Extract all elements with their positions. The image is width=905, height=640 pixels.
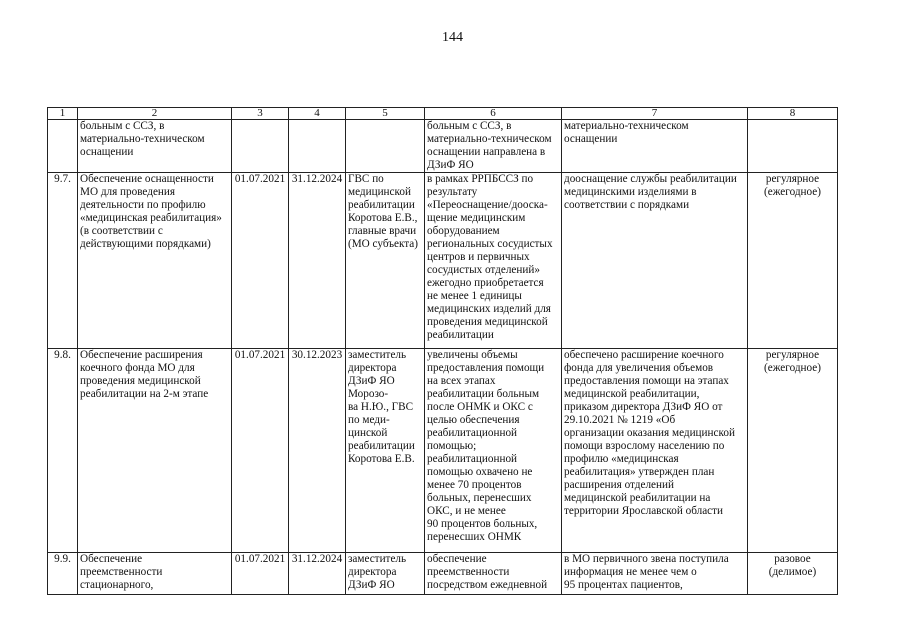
task-cell: Обеспечение преемственности стационарного, <box>78 553 232 595</box>
end-date-cell: 31.12.2024 <box>289 553 346 595</box>
responsible-cell: ГВС по медицинской реабилитации Коротова Е.В., главные врачи (МО субъекта) <box>346 173 425 349</box>
task-cell: Обеспечение оснащенности МО для проведения деятельности по профилю «медицинская реабилитация» (в соответствии с действующими порядками) <box>78 173 232 349</box>
end-date-cell: 30.12.2023 <box>289 349 346 553</box>
frequency-cell <box>748 120 838 173</box>
outcome-cell: обеспечено расширение коечного фонда для увеличения объемов предоставления помощи на этапах медицинской реабилитации, приказом директора ДЗиФ ЯО от 29.10.2021 № 1219 «Об организации оказания медицинской помощи взрослому населению по профилю «медицинская реабилитация» утвержден план расширения отделений медицинской реабилитации на территории Ярославской области <box>562 349 748 553</box>
table-row <box>48 173 838 349</box>
frequency-cell: регулярное (ежегодное) <box>748 349 838 553</box>
result-cell: в рамках РРПБССЗ по результату «Переоснащение/дооска- щение медицинским оборудованием региональных сосудистых центров и первичных сосудистых отделений» ежегодно приобретается не менее 1 единицы медицинских изделий для проведения медицинской реабилитации <box>425 173 562 349</box>
outcome-cell: в МО первичного звена поступила информация не менее чем о 95 процентах пациентов, <box>562 553 748 595</box>
header-row <box>48 108 838 120</box>
task-cell: Обеспечение расширения коечного фонда МО для проведения медицинской реабилитации на 2-м этапе <box>78 349 232 553</box>
result-cell: увеличены объемы предоставления помощи на всех этапах реабилитации больным после ОНМК и ОКС с целью обеспечения реабилитационной помощью; реабилитационной помощью охвачено не менее 70 процентов больных, перенесших ОКС, и не менее 90 процентов больных, перенесших ОНМК <box>425 349 562 553</box>
result-cell: обеспечение преемственности посредством ежедневной <box>425 553 562 595</box>
result-cell: больным с ССЗ, в материально-техническом оснащении направлена в ДЗиФ ЯО <box>425 120 562 173</box>
frequency-cell: разовое (делимое) <box>748 553 838 595</box>
responsible-cell <box>346 120 425 173</box>
row-number: 9.9. <box>48 553 78 595</box>
table-row <box>48 349 838 553</box>
task-cell: больным с ССЗ, в материально-техническом оснащении <box>78 120 232 173</box>
header-col-5: 5 <box>346 108 425 120</box>
header-col-6: 6 <box>425 108 562 120</box>
action-plan-table <box>47 107 838 595</box>
header-col-4: 4 <box>289 108 346 120</box>
header-col-1: 1 <box>48 108 78 120</box>
start-date-cell: 01.07.2021 <box>232 173 289 349</box>
header-col-3: 3 <box>232 108 289 120</box>
table-row <box>48 120 838 173</box>
table-row <box>48 553 838 595</box>
end-date-cell <box>289 120 346 173</box>
start-date-cell <box>232 120 289 173</box>
responsible-cell: заместитель директора ДЗиФ ЯО <box>346 553 425 595</box>
outcome-cell: дооснащение службы реабилитации медицинскими изделиями в соответствии с порядками <box>562 173 748 349</box>
outcome-cell: материально-техническом оснащении <box>562 120 748 173</box>
page-number: 144 <box>442 30 463 45</box>
header-col-7: 7 <box>562 108 748 120</box>
row-number <box>48 120 78 173</box>
row-number: 9.7. <box>48 173 78 349</box>
start-date-cell: 01.07.2021 <box>232 349 289 553</box>
end-date-cell: 31.12.2024 <box>289 173 346 349</box>
responsible-cell: заместитель директора ДЗиФ ЯО Морозо- ва Н.Ю., ГВС по меди- цинской реабилитации Коротова Е.В. <box>346 349 425 553</box>
frequency-cell: регулярное (ежегодное) <box>748 173 838 349</box>
start-date-cell: 01.07.2021 <box>232 553 289 595</box>
header-col-8: 8 <box>748 108 838 120</box>
header-col-2: 2 <box>78 108 232 120</box>
row-number: 9.8. <box>48 349 78 553</box>
